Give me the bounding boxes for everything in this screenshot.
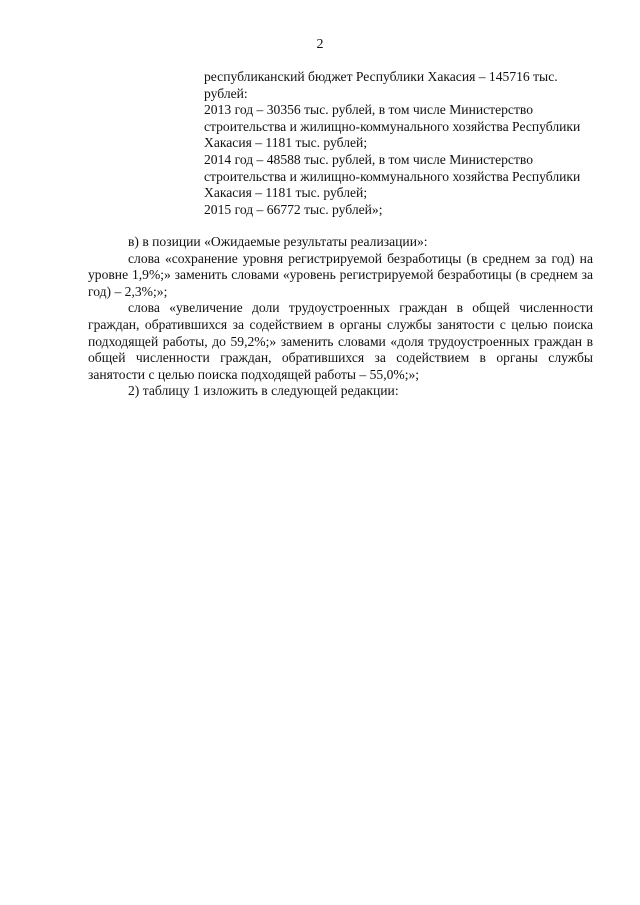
- budget-line: 2013 год – 30356 тыс. рублей, в том числе Министерство: [204, 102, 534, 118]
- paragraph-expected-results: в) в позиции «Ожидаемые результаты реализации»:: [128, 234, 428, 249]
- budget-block: [204, 69, 604, 218]
- budget-line: республиканский бюджет Республики Хакасия – 145716 тыс.: [204, 69, 558, 84]
- budget-line: 2015 год – 66772 тыс. рублей»;: [204, 201, 383, 217]
- page-number: 2: [316, 37, 324, 52]
- paragraph-table-1: 2) таблицу 1 изложить в следующей редакции:: [128, 383, 399, 399]
- amendment-text: [88, 234, 593, 400]
- budget-line: 2014 год – 48588 тыс. рублей, в том числе Министерство: [204, 151, 534, 167]
- paragraph-unemployment: слова «сохранение уровня регистрируемой безработицы (в среднем за год) на уровне 1,9%;» заменить словами «уровень регистрируемой безработицы (в среднем за год) – 2,3%;»;: [88, 250, 593, 299]
- budget-line: строительства и жилищно-коммунального хозяйства Республики: [204, 168, 581, 184]
- paragraph-employment-share: слова «увеличение доли трудоустроенных граждан в общей численности граждан, обратившихся за содействием в органы службы занятости с целью поиска подходящей работы, до 59,2%;» заменить словами «доля трудоустроенных граждан в общей численности граждан, обратившихся за содействием в органы службы занятости с целью поиска подходящей работы – 55,0%;»;: [88, 300, 593, 382]
- budget-line: рублей:: [204, 85, 248, 101]
- budget-line: Хакасия – 1181 тыс. рублей;: [204, 135, 368, 151]
- budget-line: строительства и жилищно-коммунального хозяйства Республики: [204, 118, 581, 134]
- budget-line: Хакасия – 1181 тыс. рублей;: [204, 185, 368, 201]
